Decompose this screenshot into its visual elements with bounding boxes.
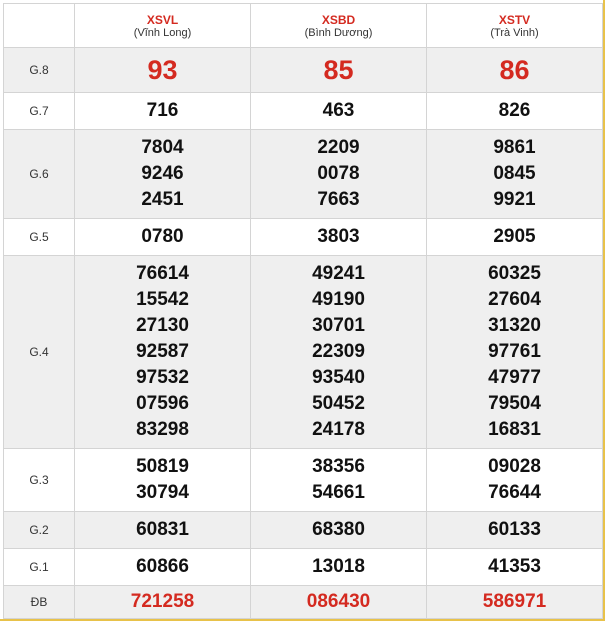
prize-number: 13018 xyxy=(312,556,365,577)
corner-cell xyxy=(4,4,75,48)
prize-number: 68380 xyxy=(312,519,365,540)
prize-row-g8 xyxy=(4,48,603,93)
special-prize-number: 586971 xyxy=(482,591,547,612)
prize-cell xyxy=(427,512,603,549)
prize-number: 2905 xyxy=(493,226,536,247)
prize-cell xyxy=(75,549,251,586)
prize-number: 15542 xyxy=(136,289,189,310)
prize-cell xyxy=(75,130,251,219)
prize-number: 09028 xyxy=(488,456,541,477)
prize-cell xyxy=(251,512,427,549)
prize-number: 30794 xyxy=(136,482,189,503)
prize-row-g6 xyxy=(4,130,603,219)
prize-number: 463 xyxy=(322,100,355,121)
prize-number: 47977 xyxy=(488,367,541,388)
prize-number: 0780 xyxy=(141,226,184,247)
prize-number: 27604 xyxy=(488,289,541,310)
prize-cell xyxy=(427,449,603,512)
prize-number: 27130 xyxy=(136,315,189,336)
prize-number: 97532 xyxy=(136,367,189,388)
prize-number: 83298 xyxy=(136,419,189,440)
prize-number: 0845 xyxy=(493,163,536,184)
prize-number: 24178 xyxy=(312,419,365,440)
prize-cell xyxy=(427,549,603,586)
prize-number: 31320 xyxy=(488,315,541,336)
prize-number: 50819 xyxy=(136,456,189,477)
prize-number: 9861 xyxy=(493,137,536,158)
special-prize-number: 086430 xyxy=(306,591,371,612)
prize-cell xyxy=(75,48,251,93)
prize-number: 54661 xyxy=(312,482,365,503)
prize-cell xyxy=(251,586,427,619)
prize-number: 0078 xyxy=(317,163,360,184)
prize-cell xyxy=(427,48,603,93)
prize-number: 85 xyxy=(323,55,354,85)
prize-cell xyxy=(251,449,427,512)
prize-number: 49190 xyxy=(312,289,365,310)
prize-number: 9921 xyxy=(493,189,536,210)
station-header-row xyxy=(4,4,603,48)
prize-label: G.1 xyxy=(4,549,75,586)
prize-cell xyxy=(75,449,251,512)
station-code[interactable]: XSBD xyxy=(321,13,356,27)
station-header-tra-vinh[interactable] xyxy=(427,4,603,48)
prize-label: G.2 xyxy=(4,512,75,549)
prize-cell xyxy=(427,219,603,256)
prize-label: ĐB xyxy=(4,586,75,619)
prize-number: 3803 xyxy=(317,226,360,247)
station-province: (Vĩnh Long) xyxy=(133,27,192,39)
prize-cell xyxy=(75,512,251,549)
prize-row-g1 xyxy=(4,549,603,586)
prize-cell xyxy=(75,256,251,449)
prize-number: 7663 xyxy=(317,189,360,210)
prize-label: G.8 xyxy=(4,48,75,93)
prize-cell xyxy=(75,93,251,130)
prize-cell xyxy=(251,256,427,449)
prize-number: 826 xyxy=(498,100,531,121)
prize-cell xyxy=(427,586,603,619)
prize-row-special xyxy=(4,586,603,619)
prize-cell xyxy=(251,130,427,219)
prize-number: 93 xyxy=(147,55,178,85)
prize-cell xyxy=(251,219,427,256)
prize-row-g3 xyxy=(4,449,603,512)
station-code[interactable]: XSTV xyxy=(498,13,531,27)
prize-label: G.3 xyxy=(4,449,75,512)
prize-number: 07596 xyxy=(136,393,189,414)
special-prize-number: 721258 xyxy=(130,591,195,612)
prize-number: 22309 xyxy=(312,341,365,362)
prize-row-g4 xyxy=(4,256,603,449)
prize-row-g7 xyxy=(4,93,603,130)
prize-number: 97761 xyxy=(488,341,541,362)
prize-label: G.5 xyxy=(4,219,75,256)
station-header-binh-duong[interactable] xyxy=(251,4,427,48)
prize-number: 49241 xyxy=(312,263,365,284)
prize-number: 38356 xyxy=(312,456,365,477)
prize-number: 41353 xyxy=(488,556,541,577)
prize-number: 76644 xyxy=(488,482,541,503)
prize-label: G.4 xyxy=(4,256,75,449)
prize-number: 86 xyxy=(499,55,530,85)
prize-number: 92587 xyxy=(136,341,189,362)
prize-cell xyxy=(251,48,427,93)
prize-number: 2451 xyxy=(141,189,184,210)
prize-cell xyxy=(251,93,427,130)
prize-number: 16831 xyxy=(488,419,541,440)
prize-cell xyxy=(427,130,603,219)
prize-row-g5 xyxy=(4,219,603,256)
station-code[interactable]: XSVL xyxy=(146,13,179,27)
prize-cell xyxy=(75,219,251,256)
prize-cell xyxy=(427,256,603,449)
prize-row-g2 xyxy=(4,512,603,549)
prize-cell xyxy=(75,586,251,619)
station-province: (Bình Dương) xyxy=(304,27,373,39)
lottery-results-table xyxy=(3,3,603,619)
prize-number: 716 xyxy=(146,100,179,121)
prize-label: G.6 xyxy=(4,130,75,219)
prize-number: 79504 xyxy=(488,393,541,414)
prize-number: 7804 xyxy=(141,137,184,158)
prize-number: 30701 xyxy=(312,315,365,336)
prize-cell xyxy=(251,549,427,586)
prize-number: 60831 xyxy=(136,519,189,540)
prize-number: 50452 xyxy=(312,393,365,414)
prize-label: G.7 xyxy=(4,93,75,130)
prize-number: 76614 xyxy=(136,263,189,284)
prize-number: 9246 xyxy=(141,163,184,184)
station-header-vinh-long[interactable] xyxy=(75,4,251,48)
prize-number: 60866 xyxy=(136,556,189,577)
prize-number: 60325 xyxy=(488,263,541,284)
prize-number: 2209 xyxy=(317,137,360,158)
prize-cell xyxy=(427,93,603,130)
prize-number: 60133 xyxy=(488,519,541,540)
station-province: (Trà Vinh) xyxy=(490,27,539,39)
prize-number: 93540 xyxy=(312,367,365,388)
